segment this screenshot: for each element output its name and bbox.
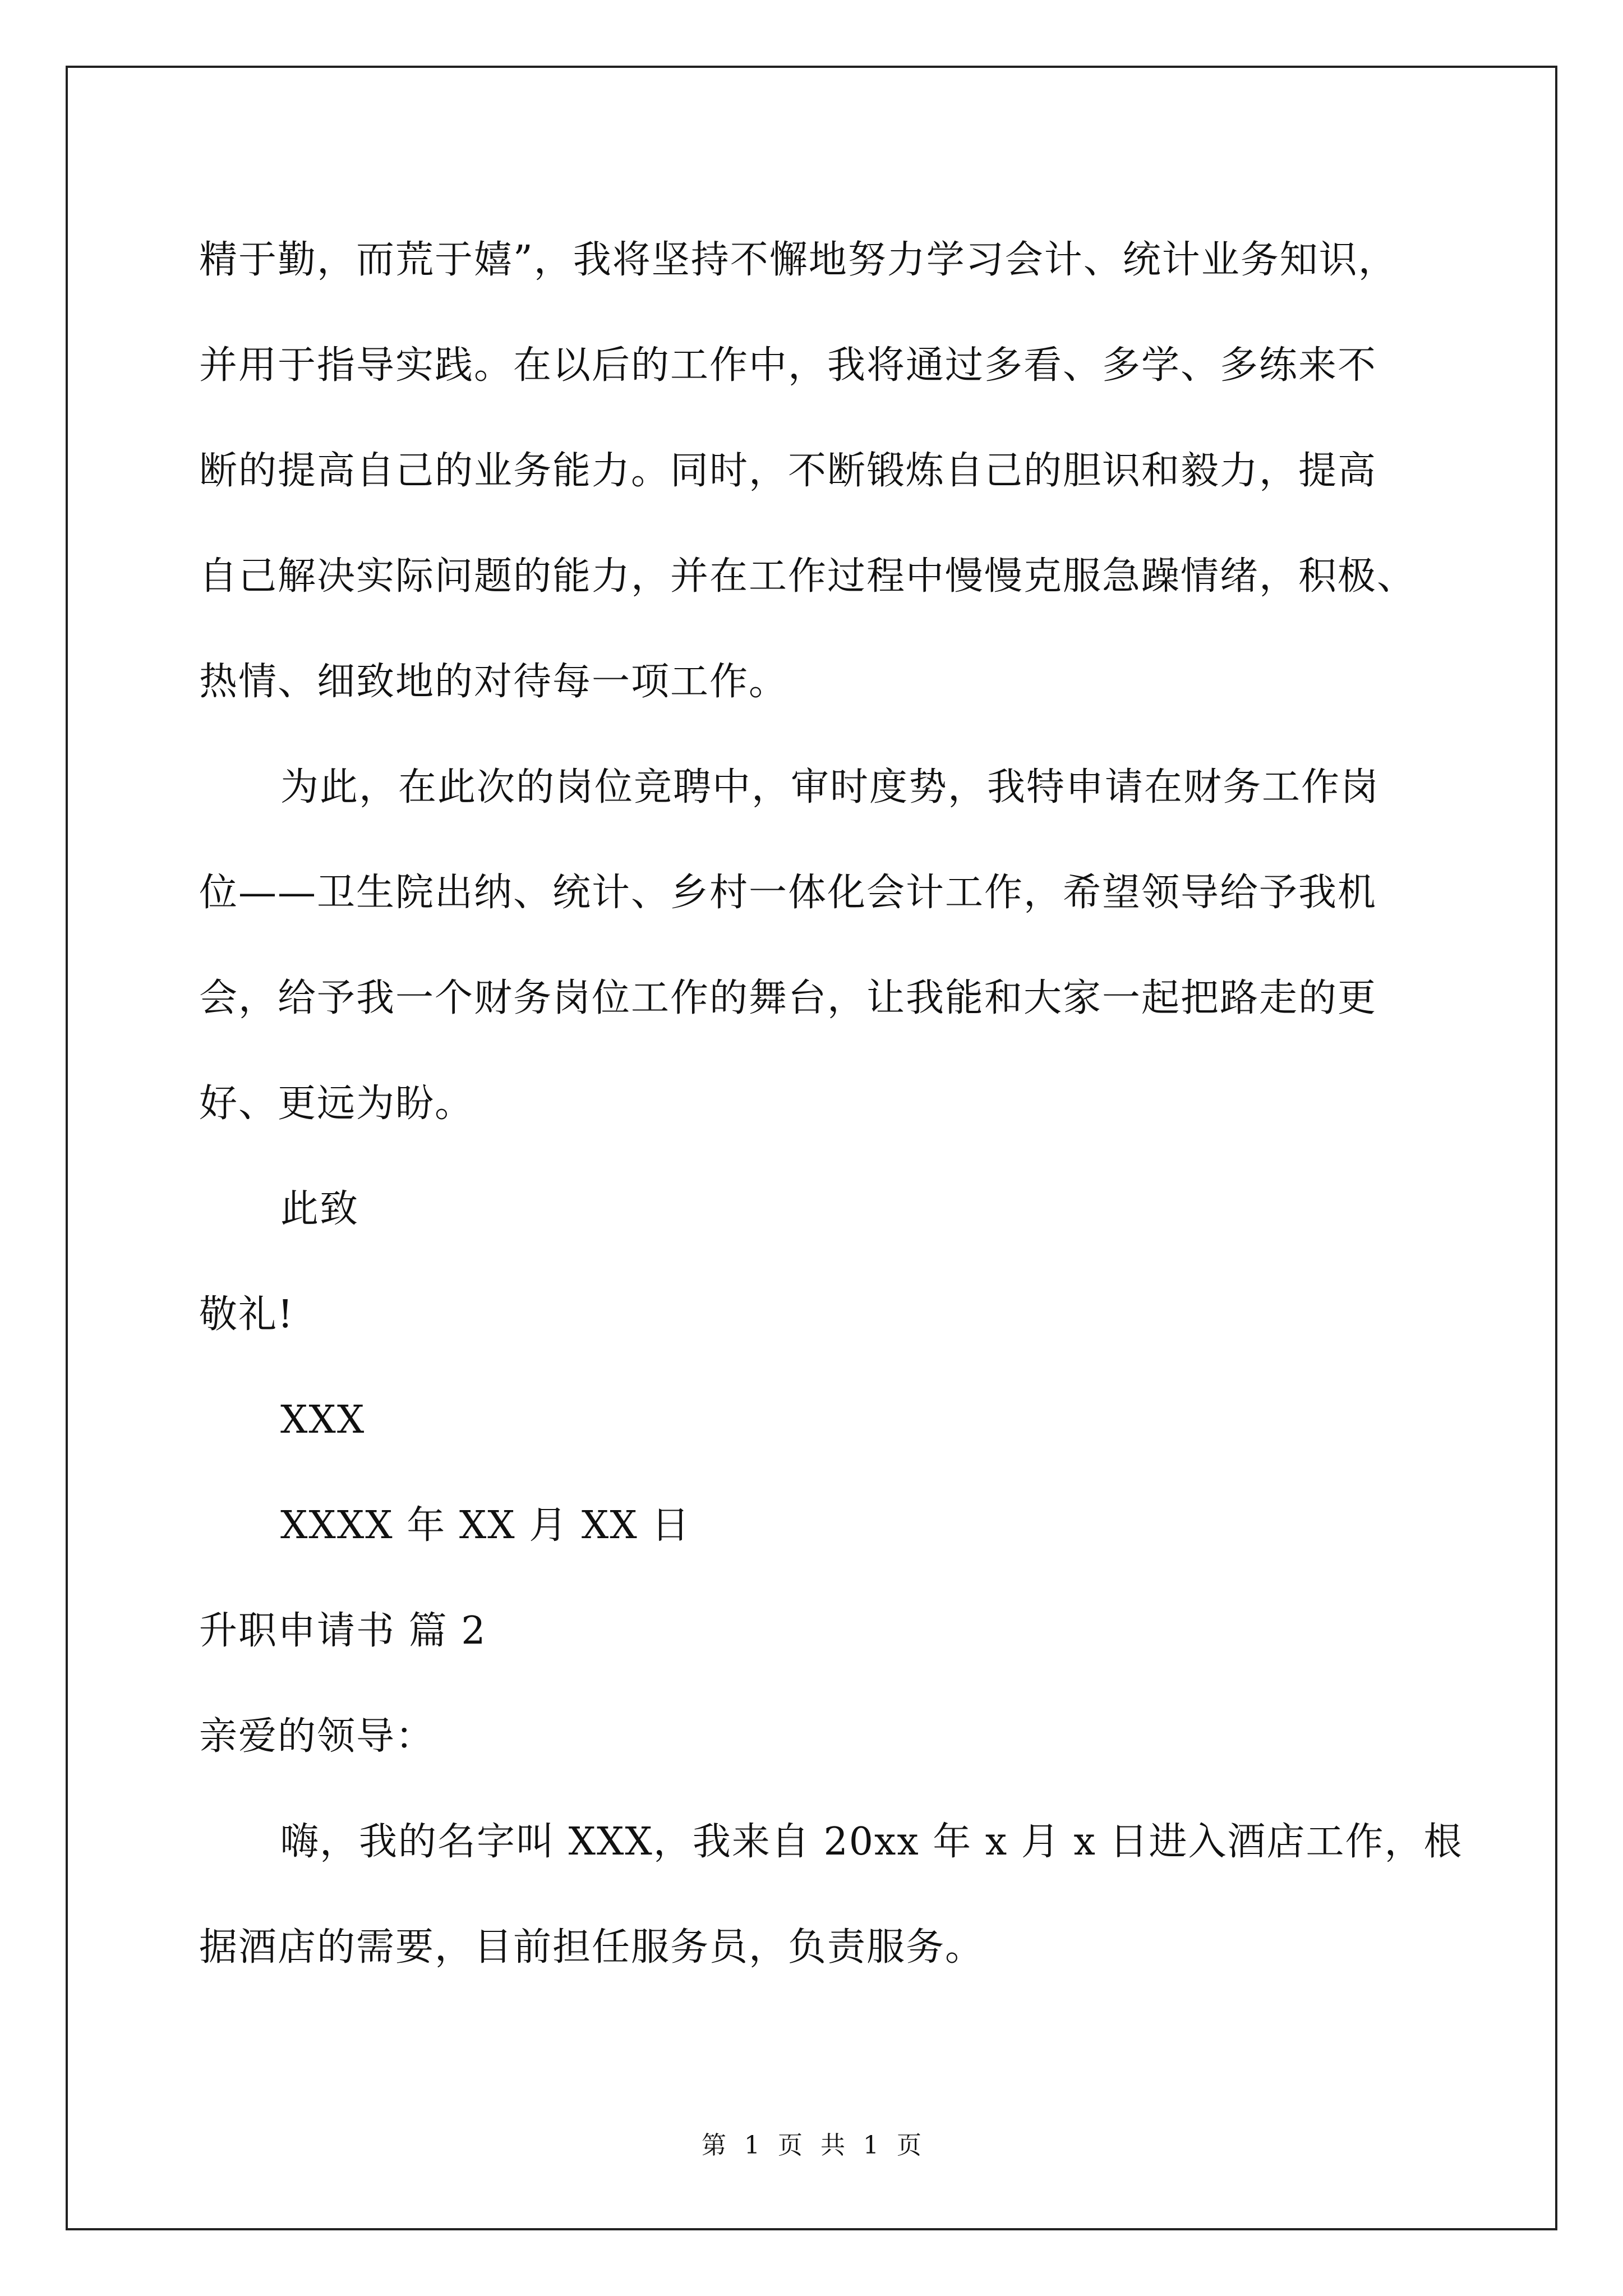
- text-line: 好、更远为盼。: [199, 1082, 474, 1126]
- section-heading: 升职申请书 篇 2: [199, 1609, 487, 1653]
- text-line: 自己解决实际问题的能力，并在工作过程中慢慢克服急躁情绪，积极、: [199, 554, 1417, 599]
- page-footer: 第 1 页 共 1 页: [702, 2131, 921, 2160]
- text-line: 并用于指导实践。在以后的工作中，我将通过多看、多学、多练来不: [199, 343, 1377, 388]
- signature-date: XXXX 年 XX 月 XX 日: [280, 1503, 691, 1548]
- greeting: 亲爱的领导：: [199, 1714, 435, 1759]
- text-line: 精于勤，而荒于嬉”，我将坚持不懈地努力学习会计、统计业务知识，: [199, 238, 1398, 282]
- text-line: 断的提高自己的业务能力。同时，不断锻炼自己的胆识和毅力，提高: [199, 449, 1377, 493]
- text-line: 据酒店的需要，目前担任服务员，负责服务。: [199, 1925, 985, 1970]
- signature-name: XXX: [280, 1398, 366, 1442]
- closing-regards: 敬礼!: [199, 1292, 294, 1337]
- text-line: 会，给予我一个财务岗位工作的舞台，让我能和大家一起把路走的更: [199, 976, 1377, 1020]
- text-line: 为此，在此次的岗位竞聘中，审时度势，我特申请在财务工作岗: [280, 765, 1380, 809]
- text-line: 热情、细致地的对待每一项工作。: [199, 660, 789, 704]
- text-line: 嗨，我的名字叫 XXX，我来自 20xx 年 x 月 x 日进入酒店工作，根: [280, 1820, 1463, 1864]
- document-body: [199, 208, 1463, 2000]
- closing-salutation: 此致: [280, 1187, 359, 1231]
- text-line: 位——卫生院出纳、统计、乡村一体化会计工作，希望领导给予我机: [199, 871, 1377, 915]
